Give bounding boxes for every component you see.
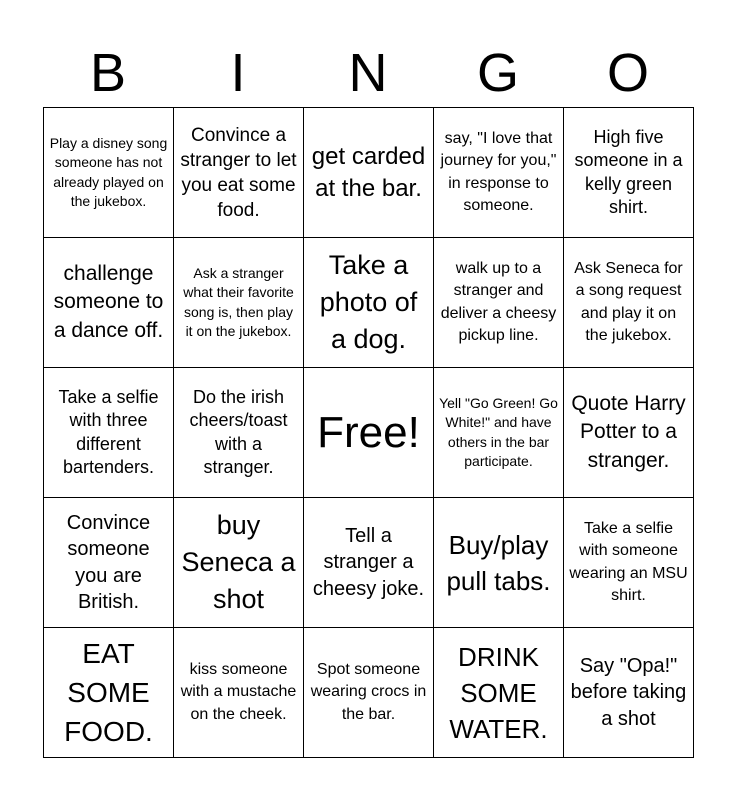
cell-text: walk up to a stranger and deliver a cheesy pickup line. xyxy=(440,259,557,344)
bingo-header xyxy=(43,38,693,108)
cell-text: EAT SOME FOOD. xyxy=(64,638,153,747)
cell-text: Convince a stranger to let you eat some food. xyxy=(180,124,297,221)
cell-text: Yell "Go Green! Go White!" and have others in the bar participate. xyxy=(439,394,558,469)
header-letter-i: I xyxy=(230,43,246,103)
bingo-cell-r3c2[interactable] xyxy=(174,368,304,498)
cell-text: Do the irish cheers/toast with a stranger. xyxy=(189,386,288,477)
cell-text: Quote Harry Potter to a stranger. xyxy=(571,391,686,472)
cell-text: Ask a stranger what their favorite song is, then play it on the jukebox. xyxy=(183,264,294,339)
bingo-cell-r4c3[interactable] xyxy=(304,498,434,628)
cell-text: Take a photo of a dog. xyxy=(319,250,418,354)
bingo-cell-r2c2[interactable] xyxy=(174,238,304,368)
cell-text: kiss someone with a mustache on the cheek. xyxy=(180,660,297,723)
free-space-text: Free! xyxy=(317,407,420,457)
bingo-cell-r4c4[interactable] xyxy=(434,498,564,628)
cell-text: Take a selfie with someone wearing an MSU shirt. xyxy=(569,519,688,604)
cell-text: Say "Opa!" before taking a shot xyxy=(570,654,687,730)
bingo-cell-r2c3[interactable] xyxy=(304,238,434,368)
bingo-cell-r4c2[interactable] xyxy=(174,498,304,628)
cell-text: Play a disney song someone has not already played on the jukebox. xyxy=(49,134,168,209)
bingo-cell-r2c4[interactable] xyxy=(434,238,564,368)
bingo-cell-r4c1[interactable] xyxy=(44,498,174,628)
bingo-cell-r1c2[interactable] xyxy=(174,108,304,238)
cell-text: Convince someone you are British. xyxy=(66,511,151,613)
bingo-cell-r2c1[interactable] xyxy=(44,238,174,368)
header-letter-b: B xyxy=(89,43,127,103)
bingo-cell-r5c2[interactable] xyxy=(174,628,304,758)
cell-text: get carded at the bar. xyxy=(311,142,426,202)
bingo-cell-r1c3[interactable] xyxy=(304,108,434,238)
bingo-cell-r3c5[interactable] xyxy=(564,368,694,498)
bingo-cell-r1c1[interactable] xyxy=(44,108,174,238)
cell-text: Spot someone wearing crocs in the bar. xyxy=(310,660,427,723)
cell-text: Buy/play pull tabs. xyxy=(446,529,551,596)
bingo-grid xyxy=(43,107,694,758)
cell-text: Take a selfie with three different bartenders. xyxy=(58,386,159,477)
bingo-cell-r3c4[interactable] xyxy=(434,368,564,498)
bingo-cell-r5c4[interactable] xyxy=(434,628,564,758)
header-letter-n: N xyxy=(348,43,388,103)
bingo-cell-r5c5[interactable] xyxy=(564,628,694,758)
bingo-cell-r1c4[interactable] xyxy=(434,108,564,238)
cell-text: High five someone in a kelly green shirt. xyxy=(574,126,683,217)
cell-text: buy Seneca a shot xyxy=(181,510,296,614)
bingo-cell-r2c5[interactable] xyxy=(564,238,694,368)
cell-text: say, "I love that journey for you," in response to someone. xyxy=(440,129,557,214)
cell-text: Ask Seneca for a song request and play it on the jukebox. xyxy=(574,259,683,344)
bingo-cell-r3c3[interactable] xyxy=(304,368,434,498)
bingo-cell-r5c1[interactable] xyxy=(44,628,174,758)
bingo-cell-r3c1[interactable] xyxy=(44,368,174,498)
header-letter-o: O xyxy=(606,43,649,103)
header-letter-g: G xyxy=(476,43,519,103)
cell-text: DRINK SOME WATER. xyxy=(449,641,548,744)
cell-text: Tell a stranger a cheesy joke. xyxy=(312,524,425,600)
cell-text: challenge someone to a dance off. xyxy=(53,261,164,342)
bingo-cell-r5c3[interactable] xyxy=(304,628,434,758)
bingo-cell-r1c5[interactable] xyxy=(564,108,694,238)
bingo-cell-r4c5[interactable] xyxy=(564,498,694,628)
